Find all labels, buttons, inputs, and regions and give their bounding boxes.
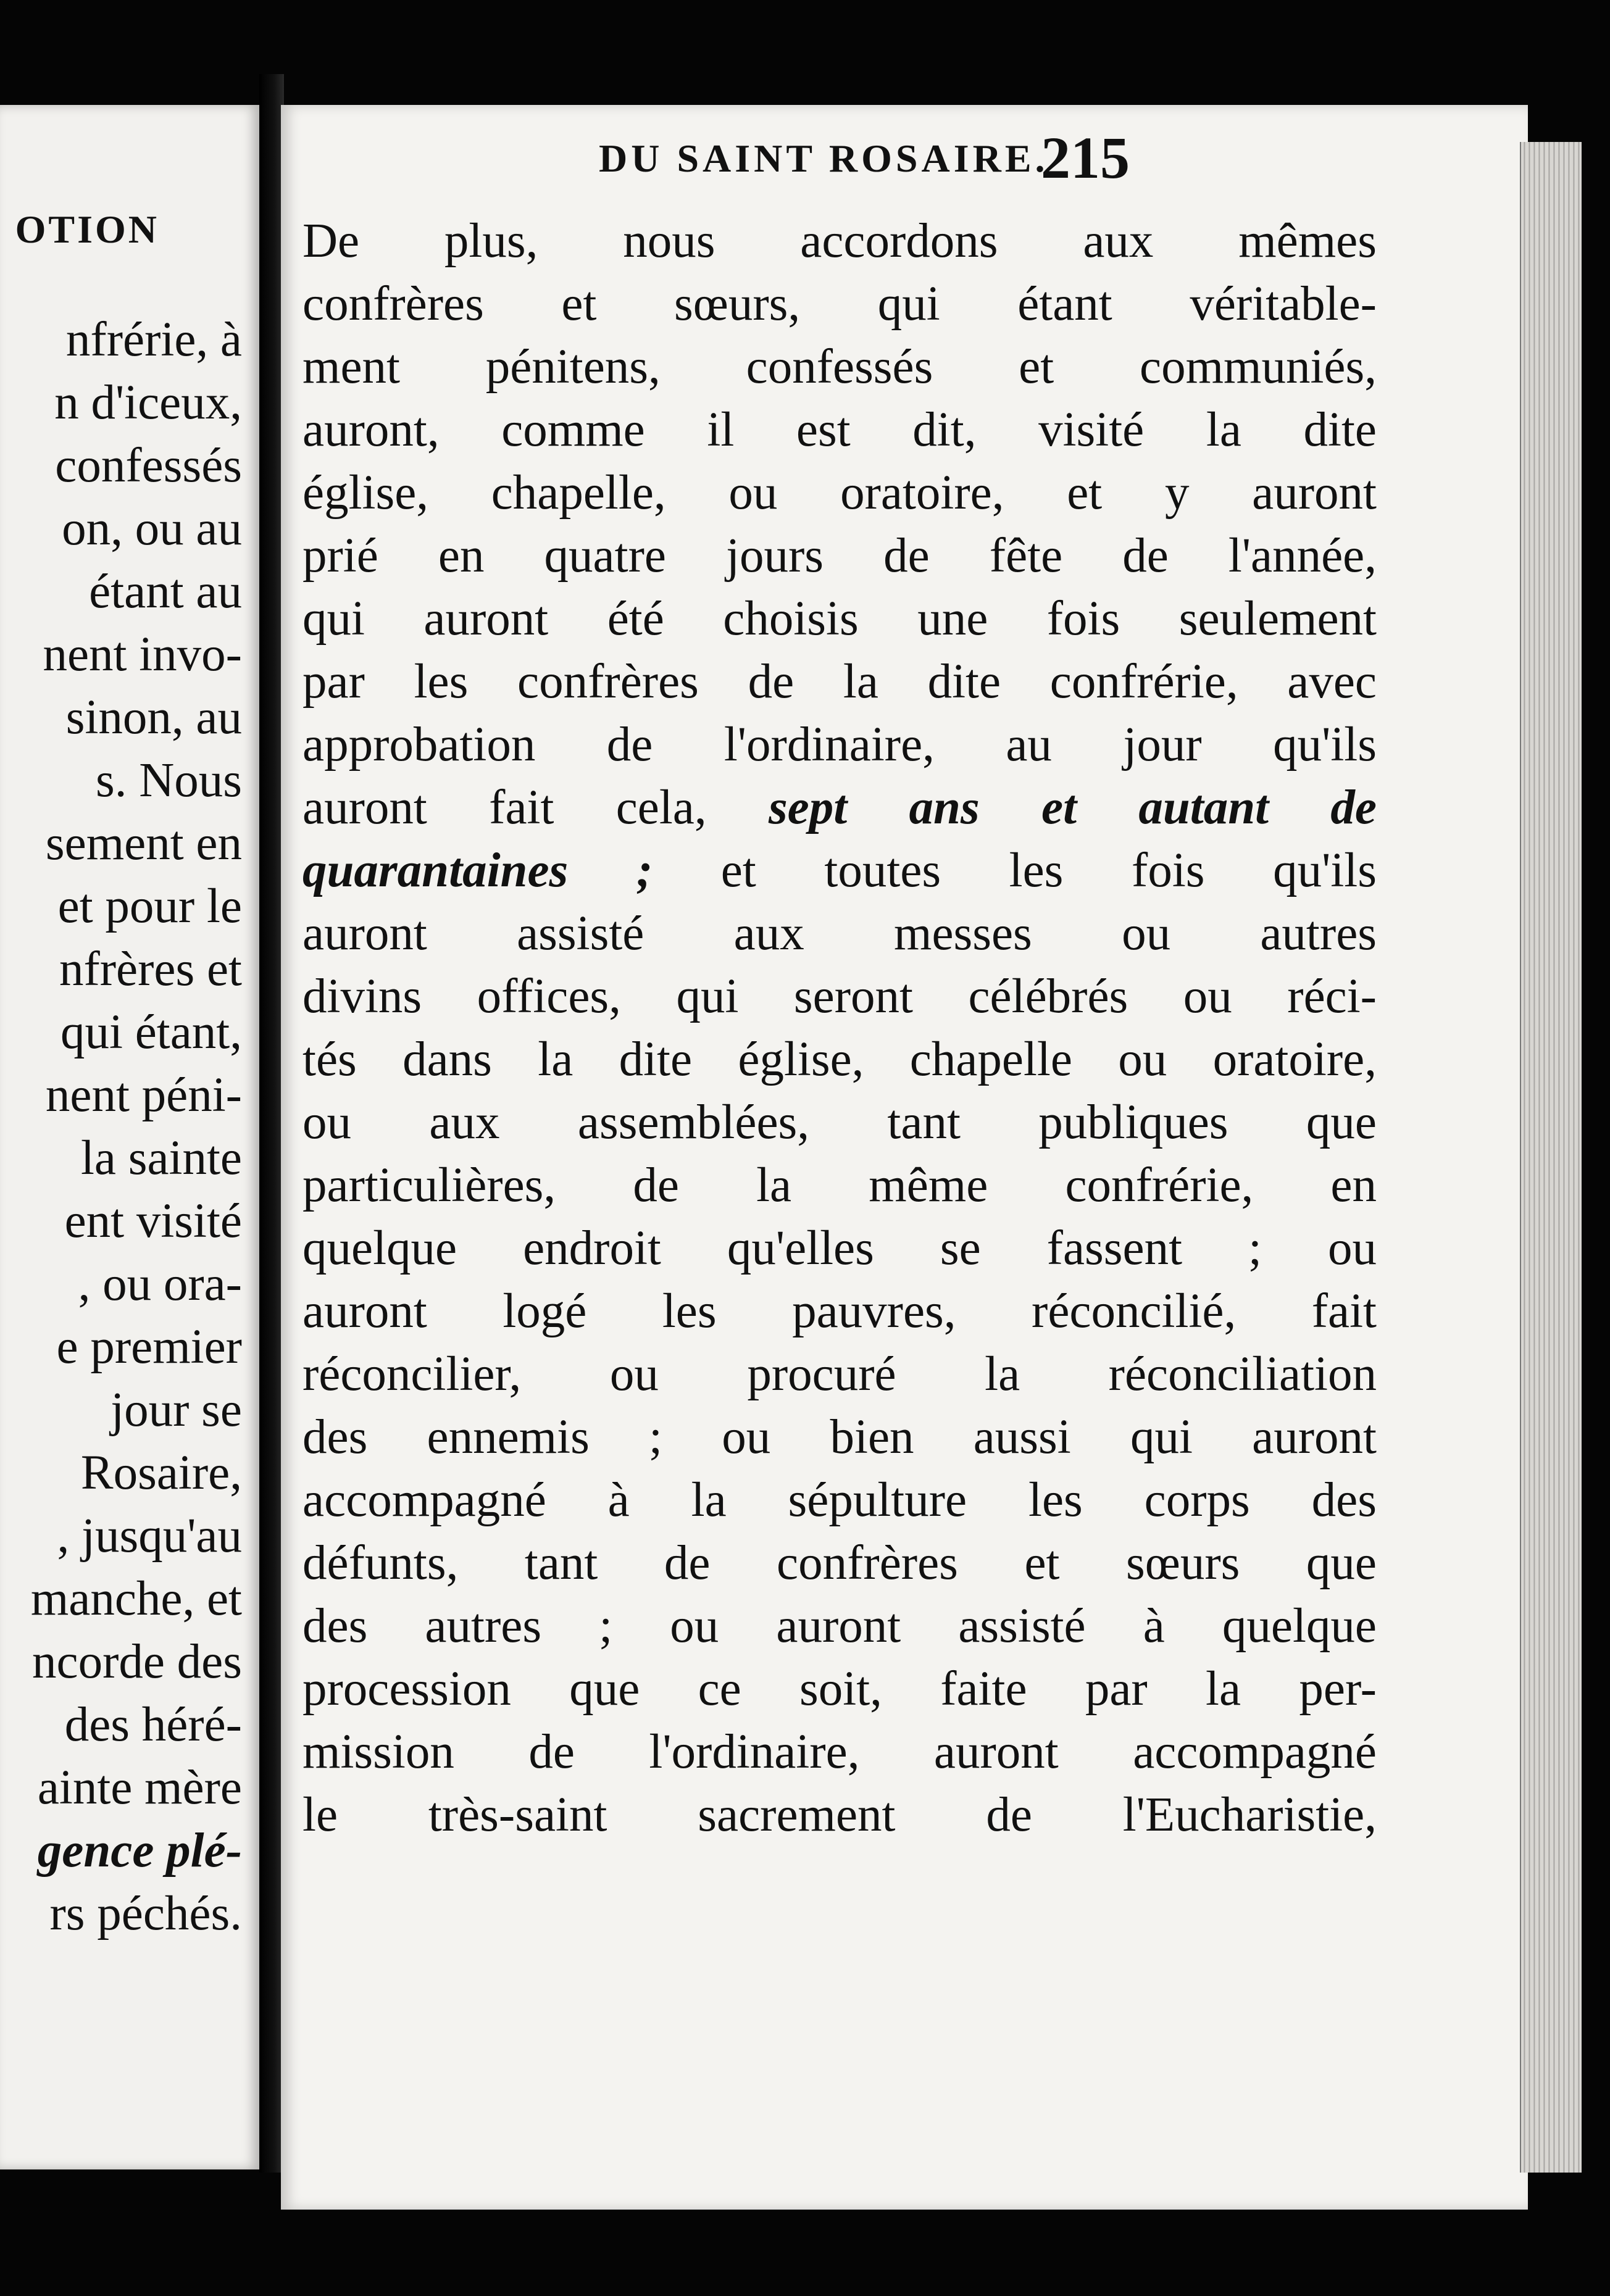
text-line: église, chapelle, ou oratoire, et y auront [302,466,1377,520]
page-number: 215 [1041,125,1130,191]
left-page-text [0,309,242,1945]
left-line: Rosaire, [80,1446,242,1500]
text-line: le très-saint sacrement de l'Eucharistie, [302,1788,1377,1842]
left-line-italic: gence plé- [37,1824,242,1878]
italic-phrase: quarantaines ; [302,844,653,897]
text-line: ou aux assemblées, tant publiques que [302,1096,1377,1149]
text-line: par les confrères de la dite confrérie, avec [302,655,1377,709]
text-line-with-italic [302,839,1377,902]
left-line: , jusqu'au [57,1509,242,1563]
text-line: des ennemis ; ou bien aussi qui auront [302,1410,1377,1464]
text-line: auront logé les pauvres, réconcilié, fait [302,1284,1377,1338]
left-page [0,105,259,2169]
text-line: De plus, nous accordons aux mêmes [302,214,1377,268]
text-line: confrères et sœurs, qui étant véritable- [302,277,1377,331]
running-head [302,123,1130,191]
text-line-roman: et toutes les fois qu'ils [653,844,1377,897]
left-line: nent péni- [45,1068,242,1122]
left-line: nent invo- [43,628,242,681]
text-line: approbation de l'ordinaire, au jour qu'ils [302,718,1377,772]
left-line: la sainte [80,1131,242,1185]
left-line: qui étant, [60,1005,242,1059]
left-line: nfrérie, à [65,313,242,367]
left-line: jour se [111,1383,242,1437]
left-line: , ou ora- [78,1257,242,1311]
text-line: défunts, tant de confrères et sœurs que [302,1536,1377,1590]
left-line: s. Nous [95,754,242,807]
text-line: prié en quatre jours de fête de l'année, [302,529,1377,583]
running-title: DU SAINT ROSAIRE. [599,136,1049,180]
text-line: auront assisté aux messes ou autres [302,907,1377,960]
left-line: confessés [55,439,242,493]
book-gutter [259,74,284,2173]
text-line-roman: auront fait cela, [302,781,769,834]
text-line: divins offices, qui seront célébrés ou réci- [302,970,1377,1023]
text-line: particulières, de la même confrérie, en [302,1158,1377,1212]
left-running-head: OTION [15,207,159,251]
left-line: ainte mère [37,1761,242,1815]
text-line: qui auront été choisis une fois seulement [302,592,1377,646]
left-line: ent visité [64,1194,242,1248]
italic-phrase: sept ans et autant de [768,781,1377,834]
left-line: et pour le [57,880,242,933]
body-text [302,210,1377,1847]
text-line: mission de l'ordinaire, auront accompagné [302,1725,1377,1779]
left-line: sinon, au [65,691,242,744]
left-line: rs péchés. [49,1887,242,1940]
text-line: accompagné à la sépulture les corps des [302,1473,1377,1527]
text-line: des autres ; ou auront assisté à quelque [302,1599,1377,1653]
left-line: nfrères et [59,942,242,996]
left-line: sement en [45,817,242,870]
text-line: quelque endroit qu'elles se fassent ; ou [302,1221,1377,1275]
text-line: réconcilier, ou procuré la réconciliation [302,1347,1377,1401]
left-line: manche, et [30,1572,242,1626]
left-line: étant au [89,565,242,618]
left-line: e premier [56,1320,242,1374]
text-line: auront, comme il est dit, visité la dite [302,403,1377,457]
left-line [0,1820,242,1882]
text-line: tés dans la dite église, chapelle ou oratoire, [302,1033,1377,1086]
page-edges [1520,142,1582,2173]
text-line-with-italic [302,776,1377,839]
text-line: procession que ce soit, faite par la per- [302,1662,1377,1716]
left-line: ncorde des [32,1635,242,1689]
left-line: on, ou au [62,502,242,555]
text-line: ment pénitens, confessés et communiés, [302,340,1377,394]
left-line: des héré- [64,1698,242,1752]
left-line: n d'iceux, [54,376,242,430]
